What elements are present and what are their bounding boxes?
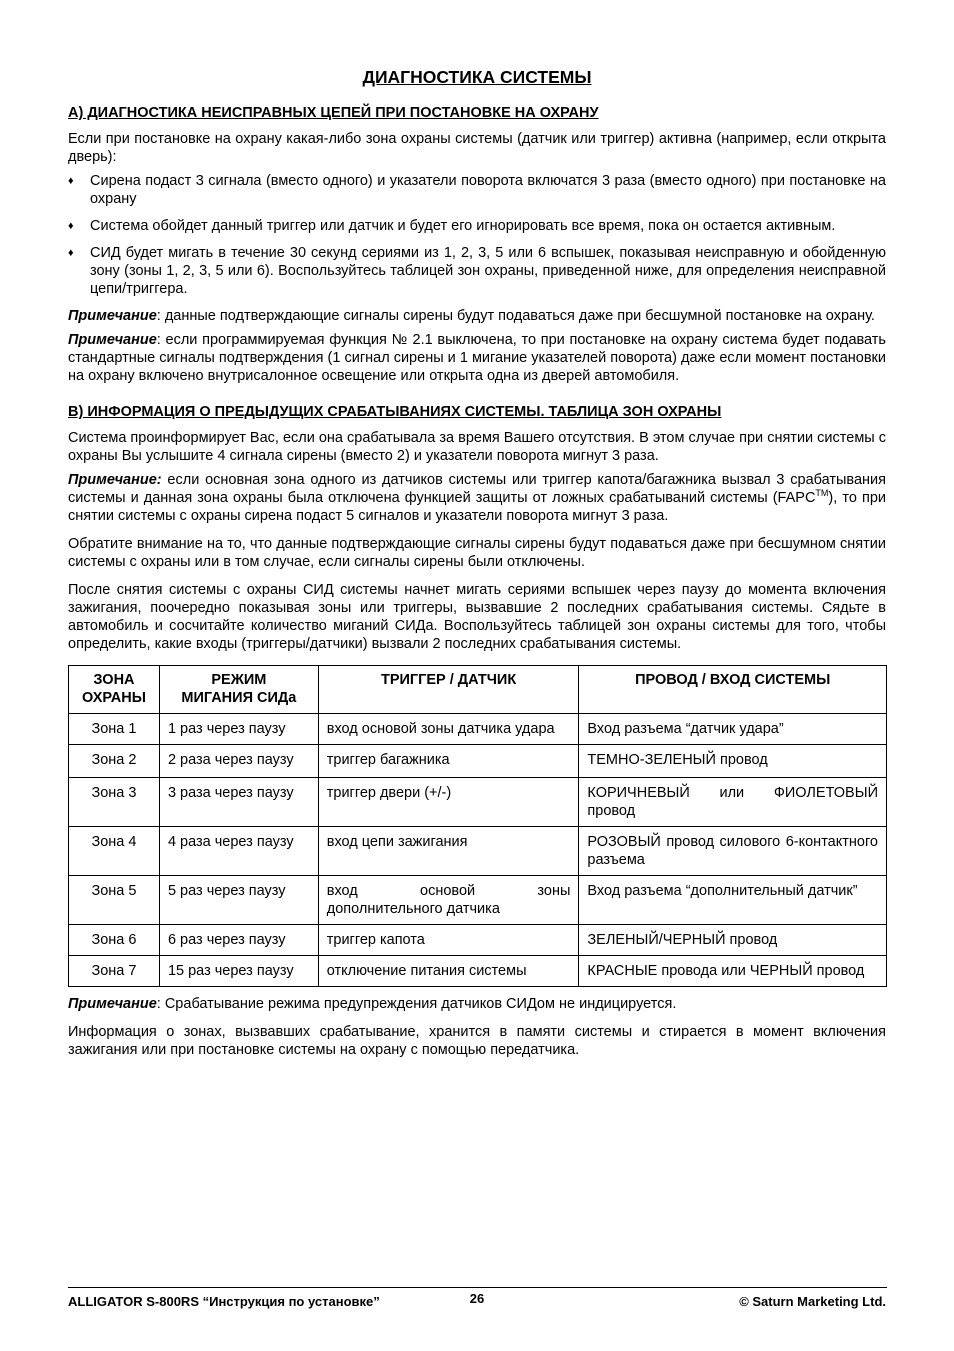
footer-copyright: © Saturn Marketing Ltd. xyxy=(739,1294,886,1309)
wire-cell: КОРИЧНЕВЫЙ или ФИОЛЕТОВЫЙ провод xyxy=(579,778,887,827)
bullet-item xyxy=(68,244,886,298)
section-a-heading: А) ДИАГНОСТИКА НЕИСПРАВНЫХ ЦЕПЕЙ ПРИ ПОСТАНОВКЕ НА ОХРАНУ xyxy=(68,105,599,121)
footer-divider xyxy=(68,1287,887,1288)
note-label: Примечание xyxy=(68,996,157,1012)
document-body xyxy=(68,104,886,1065)
diamond-bullet-icon: ♦ xyxy=(68,247,74,259)
wire-cell: ЗЕЛЕНЫЙ/ЧЕРНЫЙ провод xyxy=(579,925,887,956)
bullet-text: Сирена подаст 3 сигнала (вместо одного) и указатели поворота включатся 3 раза (вместо одного) при постановке на охрану xyxy=(90,173,886,207)
bullet-text: Система обойдет данный триггер или датчик и будет его игнорировать все время, пока он остается активным. xyxy=(90,218,836,234)
section-a-note-1 xyxy=(68,307,886,325)
wire-cell: РОЗОВЫЙ провод силового 6-контактного разъема xyxy=(579,827,887,876)
wire-cell: КРАСНЫЕ провода или ЧЕРНЫЙ провод xyxy=(579,956,887,987)
table-row xyxy=(69,714,887,745)
note-text-b: ), то при снятии системы с охраны сирена подаст 5 сигналов и указатели поворота мигнут 3 раза. xyxy=(68,490,886,524)
trigger-cell: триггер багажника xyxy=(318,745,579,778)
header-wire-input: ПРОВОД / ВХОД СИСТЕМЫ xyxy=(579,666,887,714)
mode-cell: 2 раза через паузу xyxy=(159,745,318,778)
mode-cell: 1 раз через паузу xyxy=(159,714,318,745)
zone-cell: Зона 4 xyxy=(69,827,160,876)
trigger-cell: триггер двери (+/-) xyxy=(318,778,579,827)
zone-cell: Зона 5 xyxy=(69,876,160,925)
table-row xyxy=(69,956,887,987)
footer-product-title: ALLIGATOR S-800RS “Инструкция по установке” xyxy=(68,1294,380,1309)
section-b-note xyxy=(68,471,886,525)
table-row xyxy=(69,827,887,876)
bullet-item xyxy=(68,217,886,235)
diamond-bullet-icon: ♦ xyxy=(68,175,74,187)
note-text: : если программируемая функция № 2.1 выключена, то при постановке на охрану система будет подавать стандартные сигналы подтверждения (1 сигнал сирены и 1 мигание указателей поворота) даже если момент постановки на охрану включено внутрисалонное освещение или открыта одна из дверей автомобиля. xyxy=(68,332,886,384)
footer-page-number: 26 xyxy=(469,1291,485,1306)
trigger-cell: триггер капота xyxy=(318,925,579,956)
section-b-paragraph-3: После снятия системы с охраны СИД системы начнет мигать сериями вспышек через паузу до момента включения зажигания, поочередно показывая зоны или триггеры, вызвавшие 2 последних срабатывания системы. Сядьте в автомобиль и сосчитайте количество миганий СИДа. Воспользуйтесь таблицей зон охраны системы для того, чтобы определить, какие входы (триггеры/датчики) вызвали 2 последних срабатывания системы. xyxy=(68,582,886,652)
section-b-paragraph-2: Обратите внимание на то, что данные подтверждающие сигналы сирены будут подаваться даже при бесшумном снятии системы с охраны или в том случае, если сигналы сирены были отключены. xyxy=(68,536,886,570)
mode-cell: 5 раз через паузу xyxy=(159,876,318,925)
mode-cell: 3 раза через паузу xyxy=(159,778,318,827)
header-blink-mode: РЕЖИМ МИГАНИЯ СИДа xyxy=(159,666,318,714)
zone-cell: Зона 2 xyxy=(69,745,160,778)
bullet-text: СИД будет мигать в течение 30 секунд сериями из 1, 2, 3, 5 или 6 вспышек, показывая неисправную и обойденную зону (зоны 1, 2, 3, 5 или 6). Воспользуйтесь таблицей зон охраны, приведенной ниже, для определения неисправной цепи/триггера. xyxy=(90,245,886,297)
note-text: : Срабатывание режима предупреждения датчиков СИДом не индицируется. xyxy=(156,996,677,1012)
table-header-row xyxy=(69,666,887,714)
section-a-intro: Если при постановке на охрану какая-либо зона охраны системы (датчик или триггер) активна (например, если открыта дверь): xyxy=(68,131,886,165)
bullet-item xyxy=(68,172,886,208)
zone-cell: Зона 3 xyxy=(69,778,160,827)
zone-cell: Зона 1 xyxy=(69,714,160,745)
wire-cell: Вход разъема “датчик удара” xyxy=(579,714,887,745)
note-text: : данные подтверждающие сигналы сирены будут подаваться даже при бесшумной постановке на охрану. xyxy=(156,308,875,324)
wire-cell: ТЕМНО-ЗЕЛЕНЫЙ провод xyxy=(579,745,887,778)
zone-cell: Зона 6 xyxy=(69,925,160,956)
header-zone: ЗОНА ОХРАНЫ xyxy=(69,666,160,714)
section-b-heading: В) ИНФОРМАЦИЯ О ПРЕДЫДУЩИХ СРАБАТЫВАНИЯХ СИСТЕМЫ. ТАБЛИЦА ЗОН ОХРАНЫ xyxy=(68,404,722,420)
mode-cell: 6 раз через паузу xyxy=(159,925,318,956)
mode-cell: 4 раза через паузу xyxy=(159,827,318,876)
note-text-a: если основная зона одного из датчиков системы или триггер капота/багажника вызвал 3 срабатывания системы и данная зона охраны была отключена функцией защиты от ложных срабатываний системы (FAPC xyxy=(68,472,886,506)
zones-table xyxy=(68,665,887,987)
wire-cell: Вход разъема “дополнительный датчик” xyxy=(579,876,887,925)
trigger-cell: отключение питания системы xyxy=(318,956,579,987)
table-row xyxy=(69,925,887,956)
table-row xyxy=(69,778,887,827)
after-table-paragraph: Информация о зонах, вызвавших срабатывание, хранится в памяти системы и стирается в момент включения зажигания или при постановке системы на охрану с помощью передатчика. xyxy=(68,1024,886,1058)
trigger-cell: вход основой зоны датчика удара xyxy=(318,714,579,745)
trademark-superscript: TM xyxy=(815,488,829,499)
note-label: Примечание xyxy=(68,308,157,324)
zone-cell: Зона 7 xyxy=(69,956,160,987)
table-row xyxy=(69,745,887,778)
trigger-cell: вход цепи зажигания xyxy=(318,827,579,876)
after-table-note xyxy=(68,995,886,1013)
mode-cell: 15 раз через паузу xyxy=(159,956,318,987)
note-label: Примечание: xyxy=(68,472,162,488)
table-row xyxy=(69,876,887,925)
note-label: Примечание xyxy=(68,332,157,348)
section-a-note-2 xyxy=(68,331,886,385)
section-a-bullet-list xyxy=(68,172,886,298)
diamond-bullet-icon: ♦ xyxy=(68,220,74,232)
trigger-cell: вход основой зоны дополнительного датчика xyxy=(318,876,579,925)
page-title: ДИАГНОСТИКА СИСТЕМЫ xyxy=(362,67,592,87)
section-b-paragraph-1: Система проинформирует Вас, если она срабатывала за время Вашего отсутствия. В этом случае при снятии системы с охраны Вы услышите 4 сигнала сирены (вместо 2) и указатели поворота мигнут 3 раза. xyxy=(68,430,886,464)
header-trigger-sensor: ТРИГГЕР / ДАТЧИК xyxy=(318,666,579,714)
